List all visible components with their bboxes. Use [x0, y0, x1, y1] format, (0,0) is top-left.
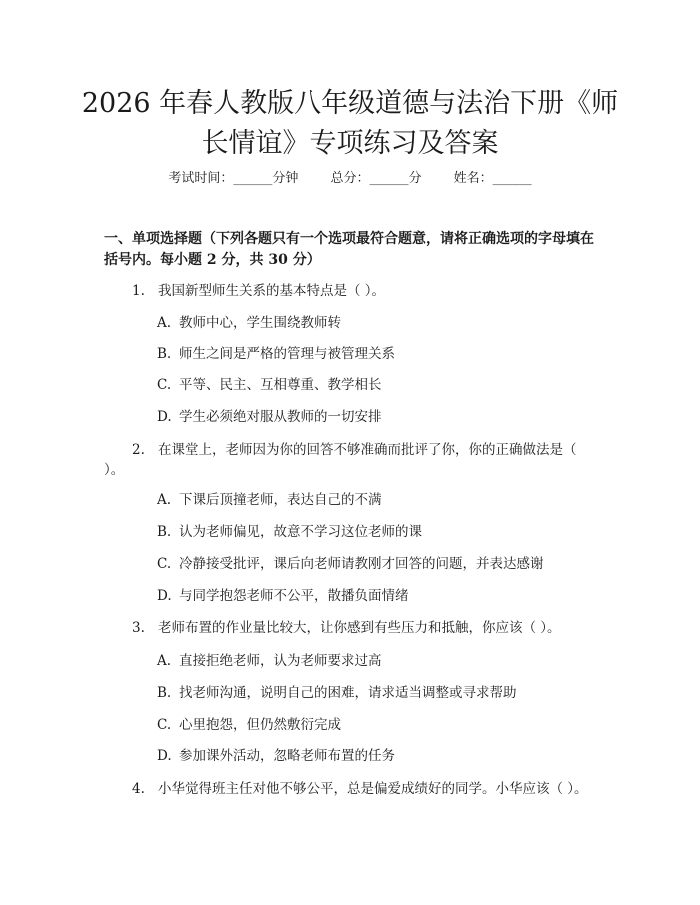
question-number: 4.	[132, 781, 145, 797]
student-name-label: 姓名：	[453, 171, 493, 186]
option-item	[157, 715, 597, 735]
title-line-1: 2026 年春人教版八年级道德与法治下册《师	[81, 88, 619, 119]
option-item	[157, 683, 597, 703]
question-text: 在课堂上，老师因为你的回答不够准确而批评了你，你的正确做法是（ ）。	[104, 442, 577, 478]
option-item	[157, 522, 597, 542]
option-item	[157, 490, 597, 510]
option-letter: C.	[157, 377, 172, 393]
document-title	[0, 84, 700, 164]
total-score-label: 总分：	[330, 171, 370, 186]
option-letter: D.	[157, 409, 172, 425]
title-line-2: 长情谊》专项练习及答案	[201, 128, 499, 159]
option-letter: B.	[157, 524, 172, 540]
exam-time-field	[168, 171, 298, 186]
option-item	[157, 313, 597, 333]
option-item	[157, 375, 597, 395]
student-name-field	[454, 171, 532, 186]
question-stem	[104, 440, 598, 480]
option-letter: A.	[157, 653, 172, 669]
option-text: 教师中心，学生围绕教师转	[179, 315, 341, 331]
option-text: 师生之间是严格的管理与被管理关系	[179, 346, 395, 362]
student-name-blank: ______	[492, 171, 532, 186]
question-number: 2.	[132, 442, 145, 458]
option-text: 参加课外活动，忽略老师布置的任务	[179, 748, 395, 764]
option-letter: A.	[157, 492, 172, 508]
question-text: 小华觉得班主任对他不够公平，总是偏爱成绩好的同学。小华应该（ ）。	[158, 781, 588, 797]
total-score-field	[330, 171, 421, 186]
option-text: 下课后顶撞老师，表达自己的不满	[179, 492, 382, 508]
option-item	[157, 746, 597, 766]
question-stem	[104, 779, 598, 799]
question-number: 1.	[132, 283, 145, 299]
option-text: 平等、民主、互相尊重、教学相长	[179, 377, 382, 393]
exam-time-label: 考试时间：	[168, 171, 234, 186]
exam-time-unit: 分钟	[272, 171, 299, 186]
option-text: 认为老师偏见，故意不学习这位老师的课	[179, 524, 422, 540]
option-text: 学生必须绝对服从教师的一切安排	[179, 409, 382, 425]
question-text: 我国新型师生关系的基本特点是（ ）。	[158, 283, 386, 299]
total-score-unit: 分	[408, 171, 422, 186]
question-stem	[104, 281, 598, 301]
section-heading: 一、单项选择题（下列各题只有一个选项最符合题意，请将正确选项的字母填在括号内。每小题 2 分，共 30 分）	[104, 231, 594, 268]
question-number: 3.	[132, 620, 145, 636]
option-letter: A.	[157, 315, 172, 331]
exam-info-line	[0, 170, 700, 188]
option-item	[157, 344, 597, 364]
option-item	[157, 586, 597, 606]
question-stem	[104, 618, 598, 638]
option-text: 冷静接受批评，课后向老师请教刚才回答的问题，并表达感谢	[179, 556, 544, 572]
option-text: 心里抱怨，但仍然敷衍完成	[179, 717, 341, 733]
option-item	[157, 407, 597, 427]
question-text: 老师布置的作业量比较大，让你感到有些压力和抵触，你应该（ ）。	[158, 620, 561, 636]
option-letter: D.	[157, 588, 172, 604]
option-item	[157, 554, 597, 574]
option-letter: C.	[157, 556, 172, 572]
option-letter: B.	[157, 346, 172, 362]
option-letter: C.	[157, 717, 172, 733]
option-letter: D.	[157, 748, 172, 764]
option-letter: B.	[157, 685, 172, 701]
total-score-blank: ______	[369, 171, 409, 186]
option-text: 直接拒绝老师，认为老师要求过高	[179, 653, 382, 669]
exam-time-blank: ______	[233, 171, 273, 186]
option-text: 与同学抱怨老师不公平，散播负面情绪	[179, 588, 409, 604]
option-text: 找老师沟通，说明自己的困难，请求适当调整或寻求帮助	[179, 685, 517, 701]
option-item	[157, 651, 597, 671]
